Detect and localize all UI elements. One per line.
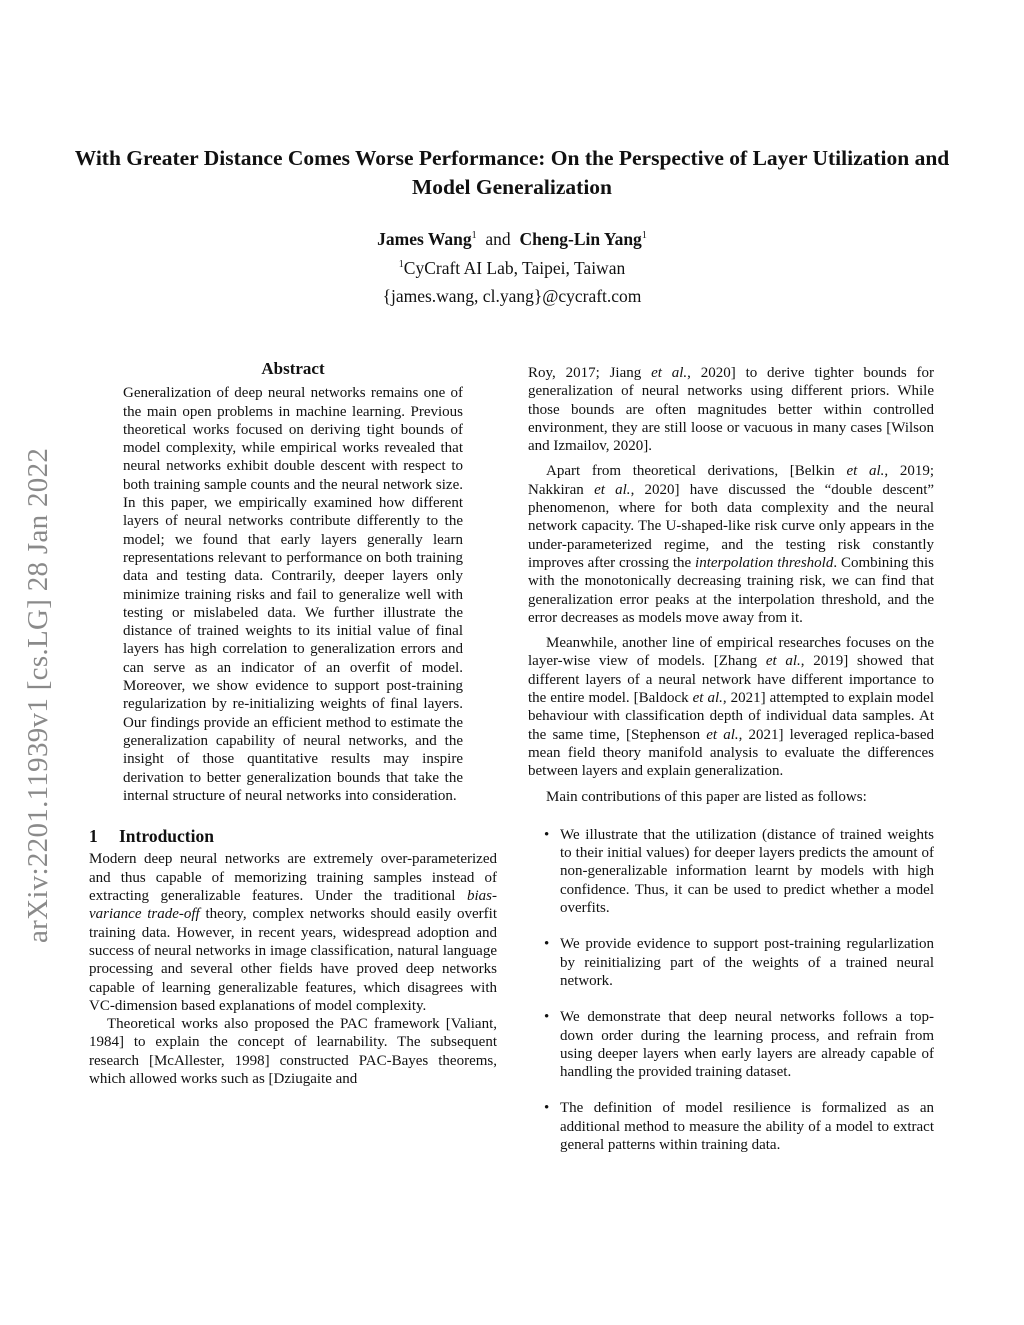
text-run: , 2019; Nakkiran xyxy=(528,463,934,498)
text-run: Apart from theoretical derivations, [Belkin xyxy=(546,463,847,480)
abstract-heading: Abstract xyxy=(261,359,325,378)
text-run: , 2020] have discussed the “double descent” phenomenon, where for both data complexity and the neural network capacity. The U-shaped-like risk curve only appears in the under-parameterized regime, and the testing risk constantly improves after crossing the xyxy=(528,481,935,571)
text-run: , 2020] to derive tighter bounds for generalization of neural networks using different priors. While those bounds are often magnitudes better within controlled environment, they are still loose or vacuous in many cases [Wilson and Izmailov, 2020]. xyxy=(528,365,934,455)
author-affil-mark: 1 xyxy=(641,230,647,241)
author-conjunction: and xyxy=(485,229,511,249)
author-name: Cheng-Lin Yang xyxy=(519,229,642,249)
body-paragraph-3 xyxy=(528,634,934,780)
emphasis-text: bias-variance trade-off xyxy=(89,888,497,923)
bullet-icon: • xyxy=(544,826,550,843)
abstract-text: Generalization of deep neural networks remains one of the main open problems in machine learning. Previous theoretical works focused on deriving tight bounds of model complexity, while empirical works revealed that neural networks exhibit double descent with respect to both training sample counts and the neural network size. In this paper, we empirically examined how different layers of neural networks contribute differently to the model; we found that early layers generally learn representations relevant to performance on both training data and testing data. Contrarily, deeper layers only minimize training risks and fail to generalize well with testing or mislabeled data. We further illustrate the distance of trained weights to its initial value of final layers has high correlation to generalization errors and can serve as an indicator of an overfit of model. Moreover, we show evidence to support post-training regularization by re-initializing weights of final layers. Our findings provide an efficient method to estimate the generalization capability of neural networks, and the insight of those quantitative results may inspire derivation to better generalization bounds that take the internal structure of neural networks into consideration. xyxy=(123,385,463,804)
bullet-icon: • xyxy=(544,1100,550,1117)
body-paragraph-1 xyxy=(528,364,934,455)
emphasis-text: et al. xyxy=(765,653,801,670)
text-run: Modern deep neural networks are extremely over-parameterized and thus capable of memorizing training samples instead of extracting generalizable features. Under the traditional xyxy=(89,851,497,905)
intro-paragraph-2: Theoretical works also proposed the PAC framework [Valiant, 1984] to explain the concept of learnability. The subsequent research [McAllester, 1998] constructed PAC-Bayes theorems, which allowed works such as [Dziugaite and xyxy=(89,1016,497,1087)
text-run: Roy, 2017; Jiang xyxy=(528,365,652,381)
text-run: theory, complex networks should easily overfit training data. However, in recent years, widespread adoption and success of neural networks in image classification, natural language processing and several other fields have proved deep networks capable of learning generalizable features, which disagrees with VC-dimension based explanations of model complexity. xyxy=(89,906,497,1014)
section-title: Introduction xyxy=(119,826,214,847)
emphasis-text: interpolation threshold xyxy=(695,554,834,571)
contributions-intro: Main contributions of this paper are listed as follows: xyxy=(546,788,867,805)
list-item xyxy=(528,1099,934,1154)
list-item-text: We demonstrate that deep neural networks follows a top-down order during the learning process, and refrain from using deeper layers when early layers are already capable of handling the provided training dataset. xyxy=(560,1009,934,1081)
emphasis-text: et al. xyxy=(706,726,739,743)
intro-paragraph-1 xyxy=(89,850,497,1015)
affiliation xyxy=(0,257,1024,280)
paper-title: With Greater Distance Comes Worse Performance: On the Perspective of Layer Utilization and Model Generalization xyxy=(74,146,950,199)
affil-text: CyCraft AI Lab, Taipei, Taiwan xyxy=(403,258,626,278)
emphasis-text: et al. xyxy=(594,481,631,498)
arxiv-watermark: arXiv:2201.11939v1 [cs.LG] 28 Jan 2022 xyxy=(22,447,54,943)
text-run: , 2019] showed that different layers of a neural network have different importance to the entire model. [Baldock xyxy=(528,653,934,707)
contributions-list xyxy=(528,826,934,1154)
right-column xyxy=(528,364,934,1172)
emphasis-text: et al. xyxy=(846,463,885,480)
list-item xyxy=(528,935,934,990)
list-item-text: The definition of model resilience is formalized as an additional method to measure the ability of a model to extract general patterns within training data. xyxy=(560,1100,934,1153)
body-paragraph-2 xyxy=(528,462,934,627)
author-line xyxy=(0,228,1024,251)
text-run: Meanwhile, another line of empirical researches focuses on the layer-wise view of models. [Zhang xyxy=(528,635,934,670)
left-column xyxy=(89,360,497,1088)
section-heading-introduction xyxy=(89,827,497,845)
text-run: , 2021] attempted to explain model behaviour with classification depth of individual data samples. At the same time, [Stephenson xyxy=(528,690,934,743)
author-affil-mark: 1 xyxy=(471,230,477,241)
author-email: {james.wang, cl.yang}@cycraft.com xyxy=(382,286,642,306)
emphasis-text: et al. xyxy=(692,690,723,707)
section-number: 1 xyxy=(89,826,98,847)
author-name: James Wang xyxy=(377,229,472,249)
bullet-icon: • xyxy=(544,1009,550,1026)
list-item-text: We illustrate that the utilization (distance of trained weights to their initial values) for deeper layers predicts the amount of non-generalizable information learnt by models with high confidence. Thus, it can be used to predict whether a model overfits. xyxy=(560,826,934,917)
text-run: . Combining this with the monotonically decreasing training risk, we can find that generalization error peaks at the interpolation threshold, and the error decreases as models move away from it. xyxy=(528,554,934,626)
list-item xyxy=(528,826,934,917)
text-run: , 2021] leveraged replica-based mean field theory manifold analysis to evaluate the differences between layers and explain generalization. xyxy=(528,726,934,780)
bullet-icon: • xyxy=(544,936,550,953)
affil-mark: 1 xyxy=(398,259,404,270)
list-item-text: We provide evidence to support post-training regularlization by reinitializing part of the weights of a trained neural network. xyxy=(560,936,934,989)
list-item xyxy=(528,1008,934,1081)
emphasis-text: et al. xyxy=(651,365,688,381)
